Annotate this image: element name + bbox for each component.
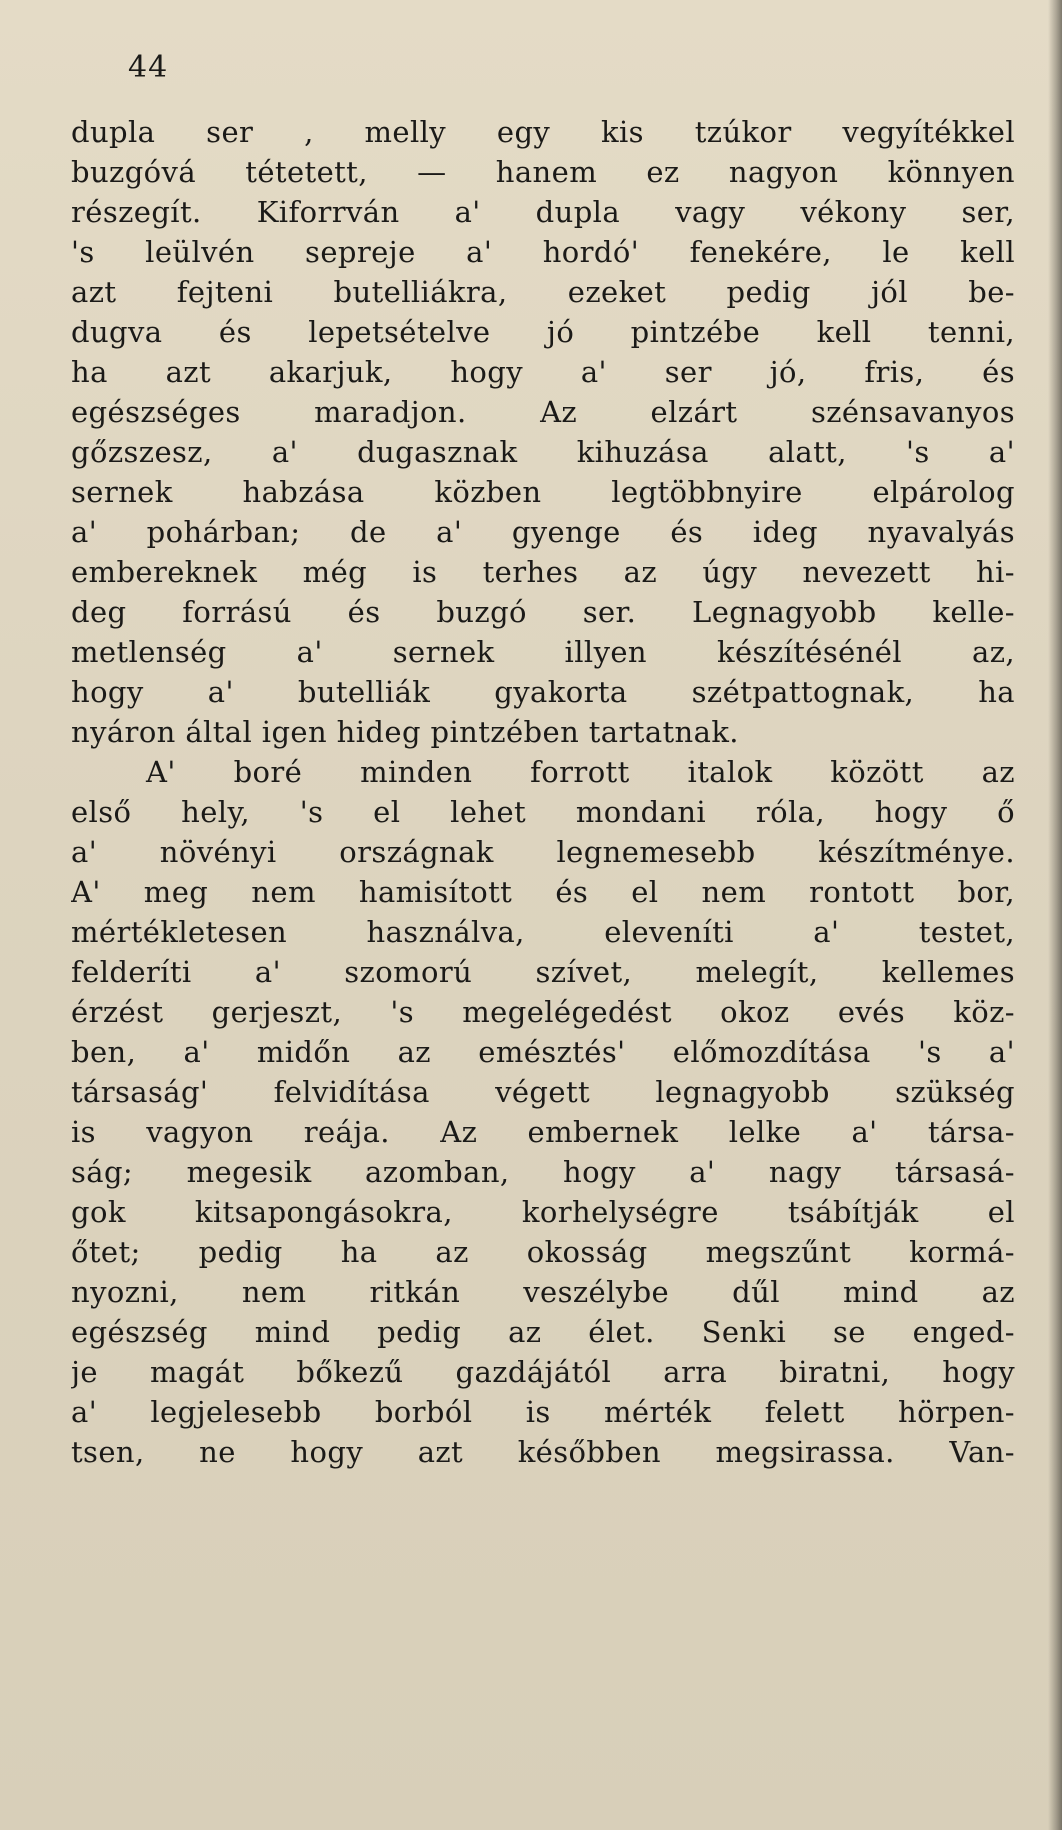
text-line: első hely, 's el lehet mondani róla, hogy ő [71,795,1015,829]
text-line: deg forrású és buzgó ser. Legnagyobb kelle- [71,595,1015,629]
text-line: je magát bőkezű gazdájától arra biratni, hogy [71,1355,1015,1389]
text-line: egészség mind pedig az élet. Senki se enged- [71,1315,1015,1349]
text-line: azt fejteni butelliákra, ezeket pedig jól be- [71,275,1015,309]
text-line-paragraph-end: nyáron által igen hideg pintzében tartatnak. [71,715,739,749]
body-text [71,112,1015,1472]
text-line: is vagyon reája. Az embernek lelke a' társa- [71,1115,1015,1149]
page-edge-shadow [1048,0,1062,1830]
text-line: a' pohárban; de a' gyenge és ideg nyavalyás [71,515,1015,549]
text-line: gok kitsapongásokra, korhelységre tsábítják el [71,1195,1015,1229]
text-line: tsen, ne hogy azt későbben megsirassa. Van- [71,1435,1015,1469]
text-line: ság; megesik azomban, hogy a' nagy társasá- [71,1155,1015,1189]
text-line: a' legjelesebb borból is mérték felett hörpen- [71,1395,1015,1429]
text-line: A' meg nem hamisított és el nem rontott bor, [71,875,1015,909]
text-line: gőzszesz, a' dugasznak kihuzása alatt, 's a' [71,435,1015,469]
text-line: a' növényi országnak legnemesebb készítménye. [71,835,1015,869]
text-line-paragraph-start: A' boré minden forrott italok között az [146,755,1015,789]
text-line: ben, a' midőn az emésztés' előmozdítása 's a' [71,1035,1015,1069]
text-line: dupla ser , melly egy kis tzúkor vegyítékkel [71,115,1015,149]
text-line: ha azt akarjuk, hogy a' ser jó, fris, és [71,355,1015,389]
text-line: érzést gerjeszt, 's megelégedést okoz evés köz- [71,995,1015,1029]
text-line: részegít. Kiforrván a' dupla vagy vékony ser, [71,195,1015,229]
text-line: nyozni, nem ritkán veszélybe dűl mind az [71,1275,1015,1309]
text-line: mértékletesen használva, eleveníti a' testet, [71,915,1015,949]
text-line: őtet; pedig ha az okosság megszűnt kormá- [71,1235,1015,1269]
text-line: dugva és lepetsételve jó pintzébe kell tenni, [71,315,1015,349]
text-line: 's leülvén sepreje a' hordó' fenekére, le kell [71,235,1015,269]
text-line: társaság' felvidítása végett legnagyobb szükség [71,1075,1015,1109]
text-line: metlenség a' sernek illyen készítésénél az, [71,635,1015,669]
page-number: 44 [128,50,169,85]
text-line: hogy a' butelliák gyakorta szétpattognak, ha [71,675,1015,709]
text-line: embereknek még is terhes az úgy nevezett hi- [71,555,1015,589]
text-line: sernek habzása közben legtöbbnyire elpárolog [71,475,1015,509]
text-line: felderíti a' szomorú szívet, melegít, kellemes [71,955,1015,989]
text-line: buzgóvá tétetett, — hanem ez nagyon könnyen [71,155,1015,189]
text-line: egészséges maradjon. Az elzárt szénsavanyos [71,395,1015,429]
